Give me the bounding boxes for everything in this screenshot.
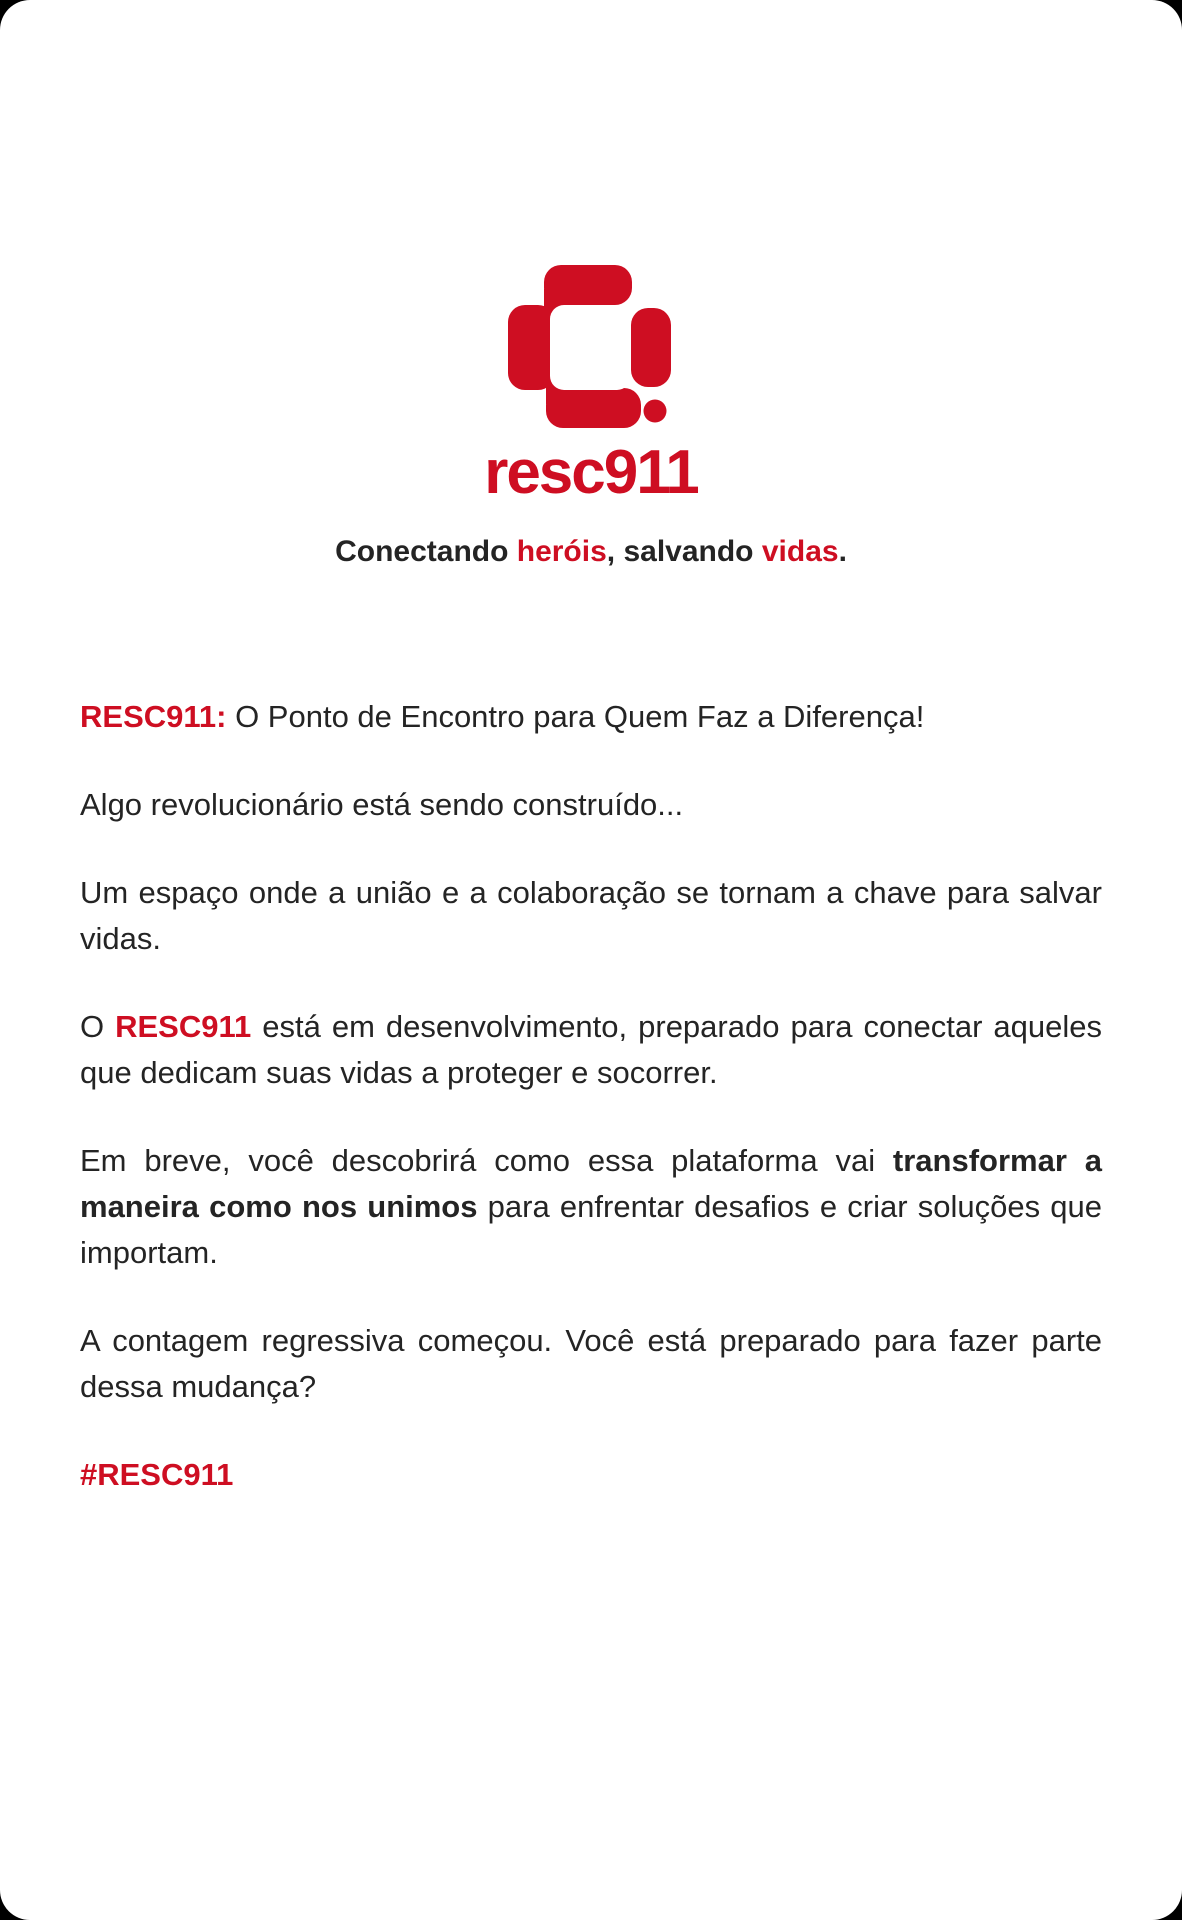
countdown-line bbox=[80, 1318, 1102, 1410]
text-segment: RESC911 bbox=[115, 1009, 252, 1044]
text-segment: O Ponto de Encontro para Quem Faz a Diferença! bbox=[226, 699, 925, 734]
text-segment: Um espaço onde a união e a colaboração se tornam a chave para salvar vidas. bbox=[80, 875, 1102, 956]
announcement-text bbox=[0, 694, 1182, 1498]
text-segment: Em breve, você descobrirá como essa plataforma vai bbox=[80, 1143, 893, 1178]
text-segment: para enfrentar desafios e criar soluções que importam. bbox=[80, 1189, 1102, 1270]
text-segment: A contagem regressiva começou. Você está preparado para fazer parte dessa mudança? bbox=[80, 1323, 1102, 1404]
text-segment: heróis bbox=[516, 535, 607, 568]
text-segment: RESC911: bbox=[80, 699, 227, 734]
resc911-cross-logo-icon bbox=[508, 265, 674, 428]
intro-heading bbox=[80, 694, 1102, 740]
text-segment: , salvando bbox=[606, 535, 762, 568]
text-segment: vidas bbox=[761, 535, 839, 568]
text-segment: Conectando bbox=[335, 535, 517, 568]
space-line bbox=[80, 870, 1102, 962]
text-segment: . bbox=[838, 535, 847, 568]
development-line bbox=[80, 1004, 1102, 1096]
text-segment: #RESC911 bbox=[80, 1457, 234, 1492]
brand-tagline bbox=[335, 534, 847, 570]
text-segment: está em desenvolvimento, preparado para conectar aqueles que dedicam suas vidas a proteger e socorrer. bbox=[80, 1009, 1102, 1090]
hashtag bbox=[80, 1452, 1102, 1498]
text-segment: O bbox=[80, 1009, 116, 1044]
brand-wordmark: resc911 bbox=[484, 438, 698, 507]
text-segment: transformar a maneira como nos unimos bbox=[80, 1143, 1102, 1224]
teaser-line bbox=[80, 782, 1102, 828]
transform-line bbox=[80, 1138, 1102, 1276]
text-segment: Algo revolucionário está sendo construído... bbox=[80, 787, 684, 822]
brand-header bbox=[0, 265, 1182, 570]
